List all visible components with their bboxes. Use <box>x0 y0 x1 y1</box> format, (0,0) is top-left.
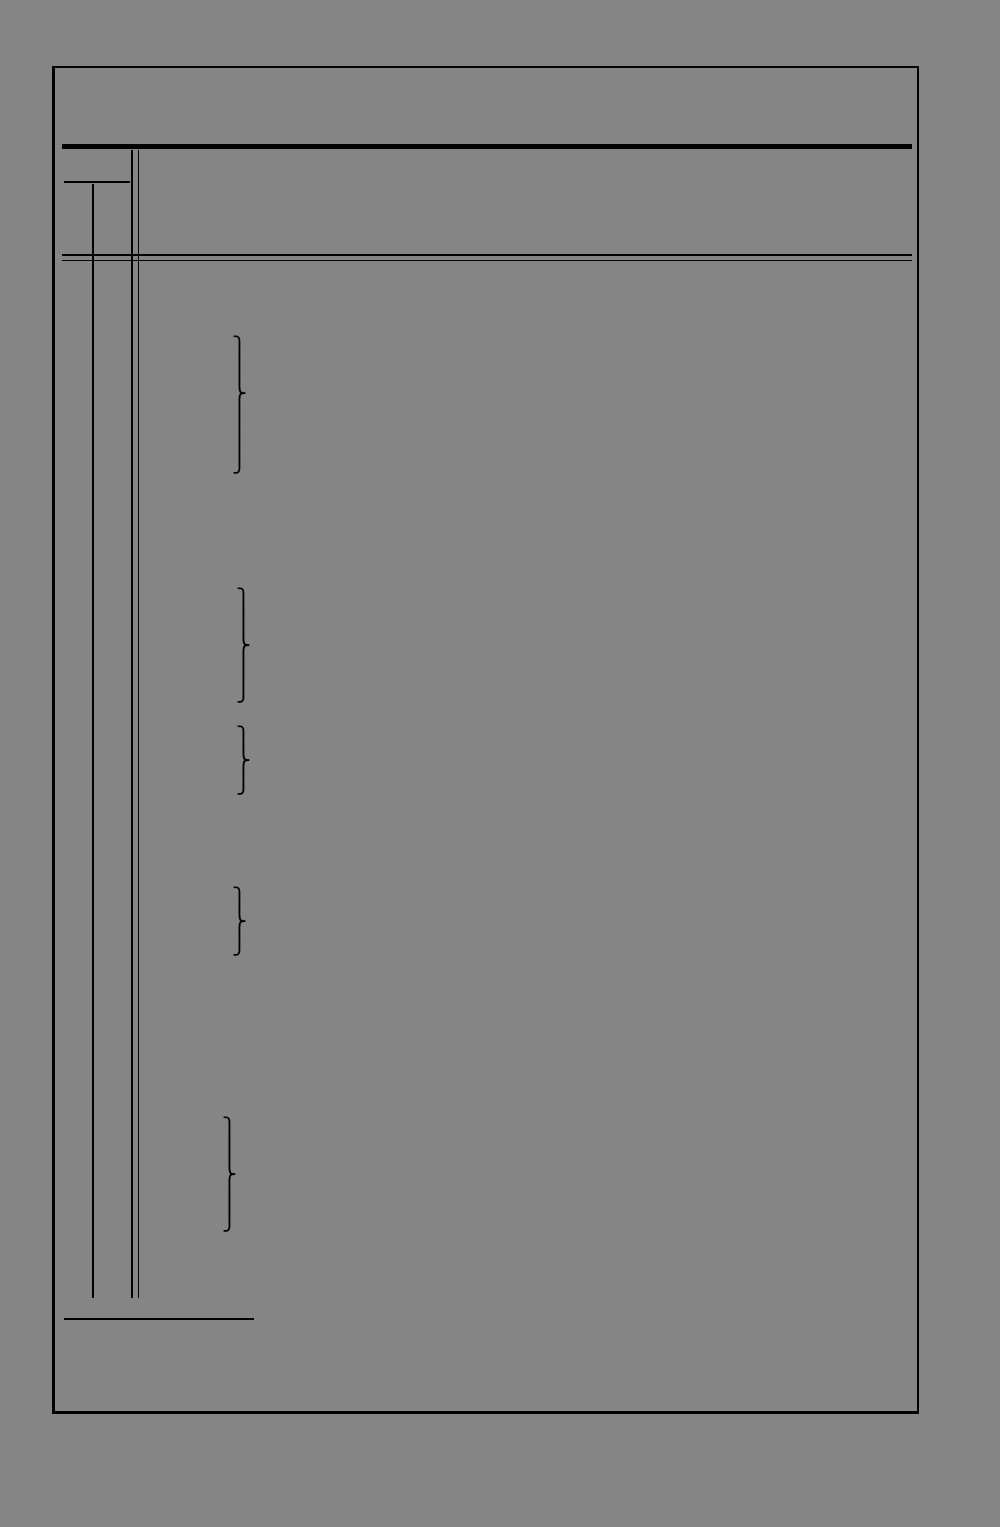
col-divider-2 <box>131 150 133 1298</box>
wavy-ornament <box>62 112 914 124</box>
brace-1: ⎫ ⎪ ⎬ ⎪ ⎪ ⎭ <box>232 335 247 474</box>
brace-2: ⎫ ⎪ ⎬ ⎪ ⎭ <box>236 587 251 703</box>
header-rule-2 <box>62 260 912 261</box>
col-divider-1 <box>92 184 94 1298</box>
left-border <box>52 66 55 1414</box>
bottom-border <box>52 1411 918 1414</box>
header-thick-rule <box>62 144 912 149</box>
right-border <box>917 66 919 1414</box>
days-underline <box>64 181 130 183</box>
footnote-rule <box>64 1318 254 1320</box>
header-rule <box>62 254 912 256</box>
brace-4: ⎫ ⎬ ⎭ <box>232 886 247 956</box>
brace-5: ⎫ ⎪ ⎬ ⎪ ⎭ <box>222 1116 237 1232</box>
top-rule <box>52 66 918 68</box>
col-divider-3 <box>138 150 139 1298</box>
brace-3: ⎫ ⎬ ⎭ <box>236 725 251 795</box>
